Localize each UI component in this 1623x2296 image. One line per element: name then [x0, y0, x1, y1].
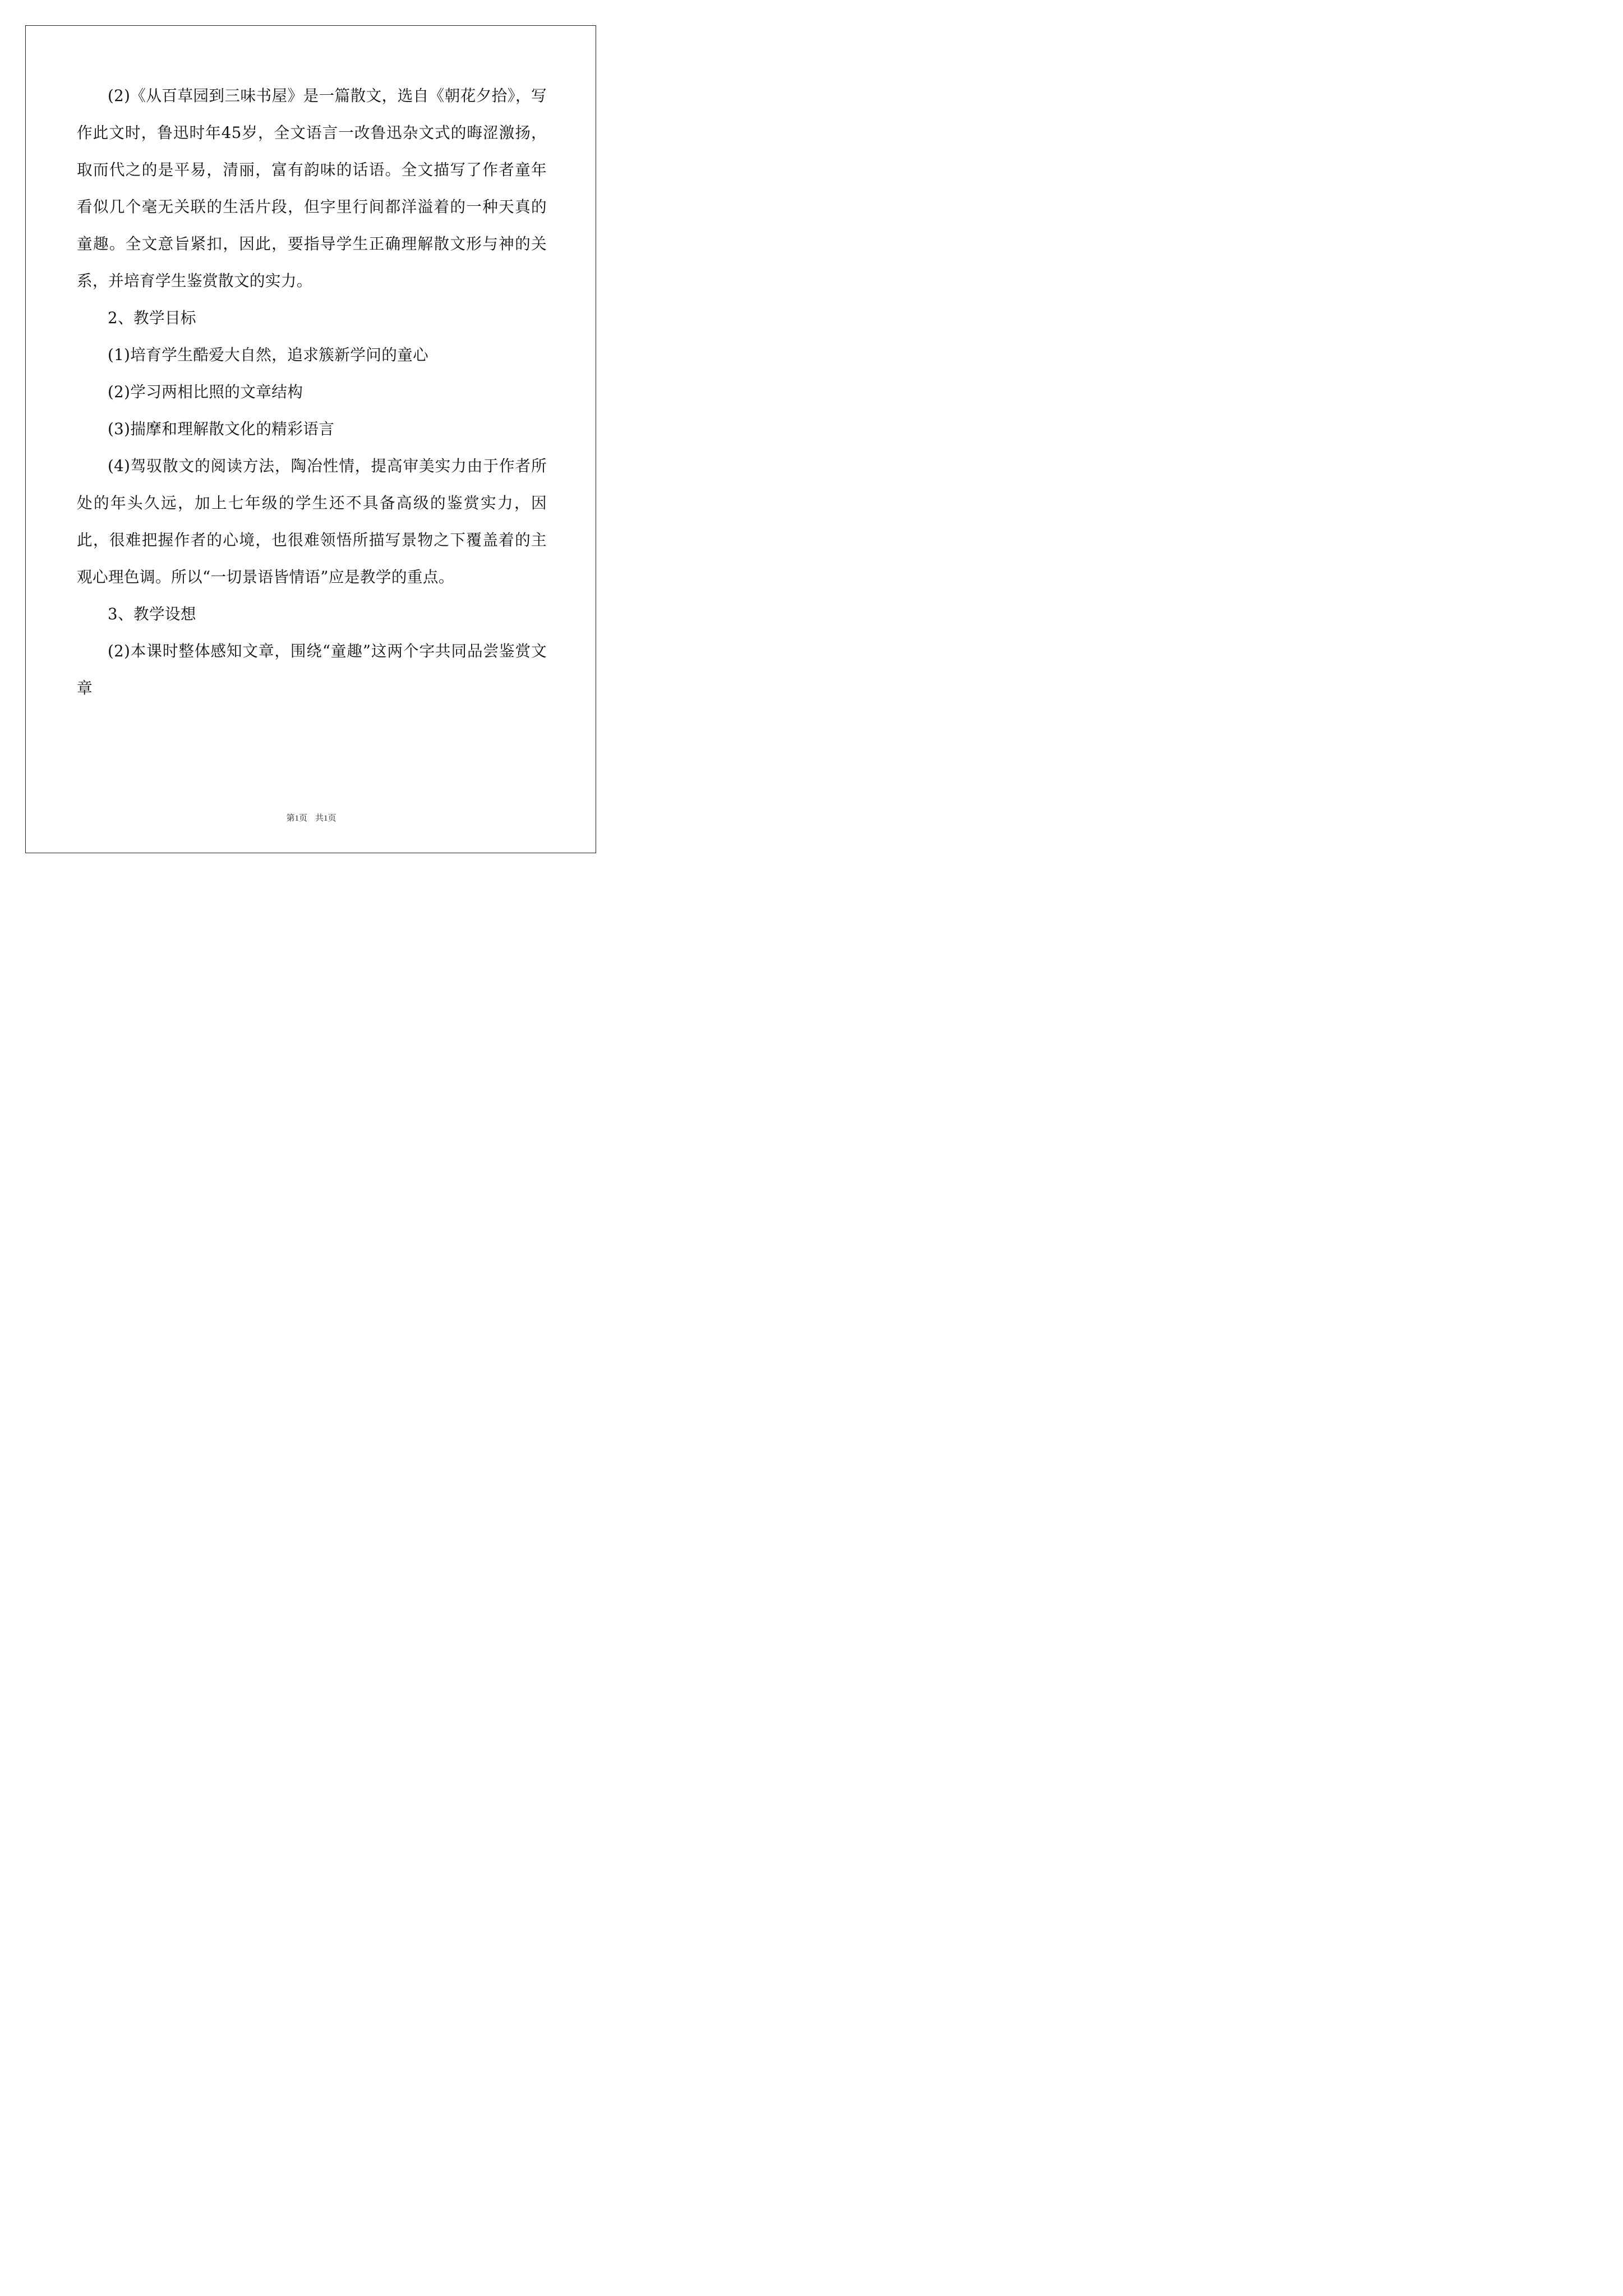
document-body: [77, 77, 547, 707]
plan-item-2: (2)本课时整体感知文章，围绕“童趣”这两个字共同品尝鉴赏文章: [77, 642, 547, 697]
page-footer: [0, 812, 623, 823]
paragraph-intro: (2)《从百草园到三味书屋》是一篇散文，选自《朝花夕拾》，写作此文时，鲁迅时年45岁，全文语言一改鲁迅杂文式的晦涩激扬，取而代之的是平易，清丽，富有韵味的话语。全文描写了作者童年看似几个毫无关联的生活片段，但字里行间都洋溢着的一种天真的童趣。全文意旨紧扣，因此，要指导学生正确理解散文形与神的关系，并培育学生鉴赏散文的实力。: [77, 86, 547, 290]
goal-item-2: (2)学习两相比照的文章结构: [108, 383, 303, 401]
heading-teaching-plan: 3、教学设想: [108, 605, 196, 623]
goal-item-4: (4)驾驭散文的阅读方法，陶冶性情，提高审美实力由于作者所处的年头久远，加上七年级的学生还不具备高级的鉴赏实力，因此，很难把握作者的心境，也很难领悟所描写景物之下覆盖着的主观心理色调。所以“一切景语皆情语”应是教学的重点。: [77, 457, 547, 586]
goal-item-3: (3)揣摩和理解散文化的精彩语言: [108, 420, 335, 438]
page-number: 第1页: [286, 814, 307, 823]
goal-item-1: (1)培育学生酷爱大自然，追求簇新学问的童心: [108, 346, 429, 364]
heading-teaching-goals: 2、教学目标: [108, 309, 196, 327]
page-total: 共1页: [315, 814, 336, 823]
